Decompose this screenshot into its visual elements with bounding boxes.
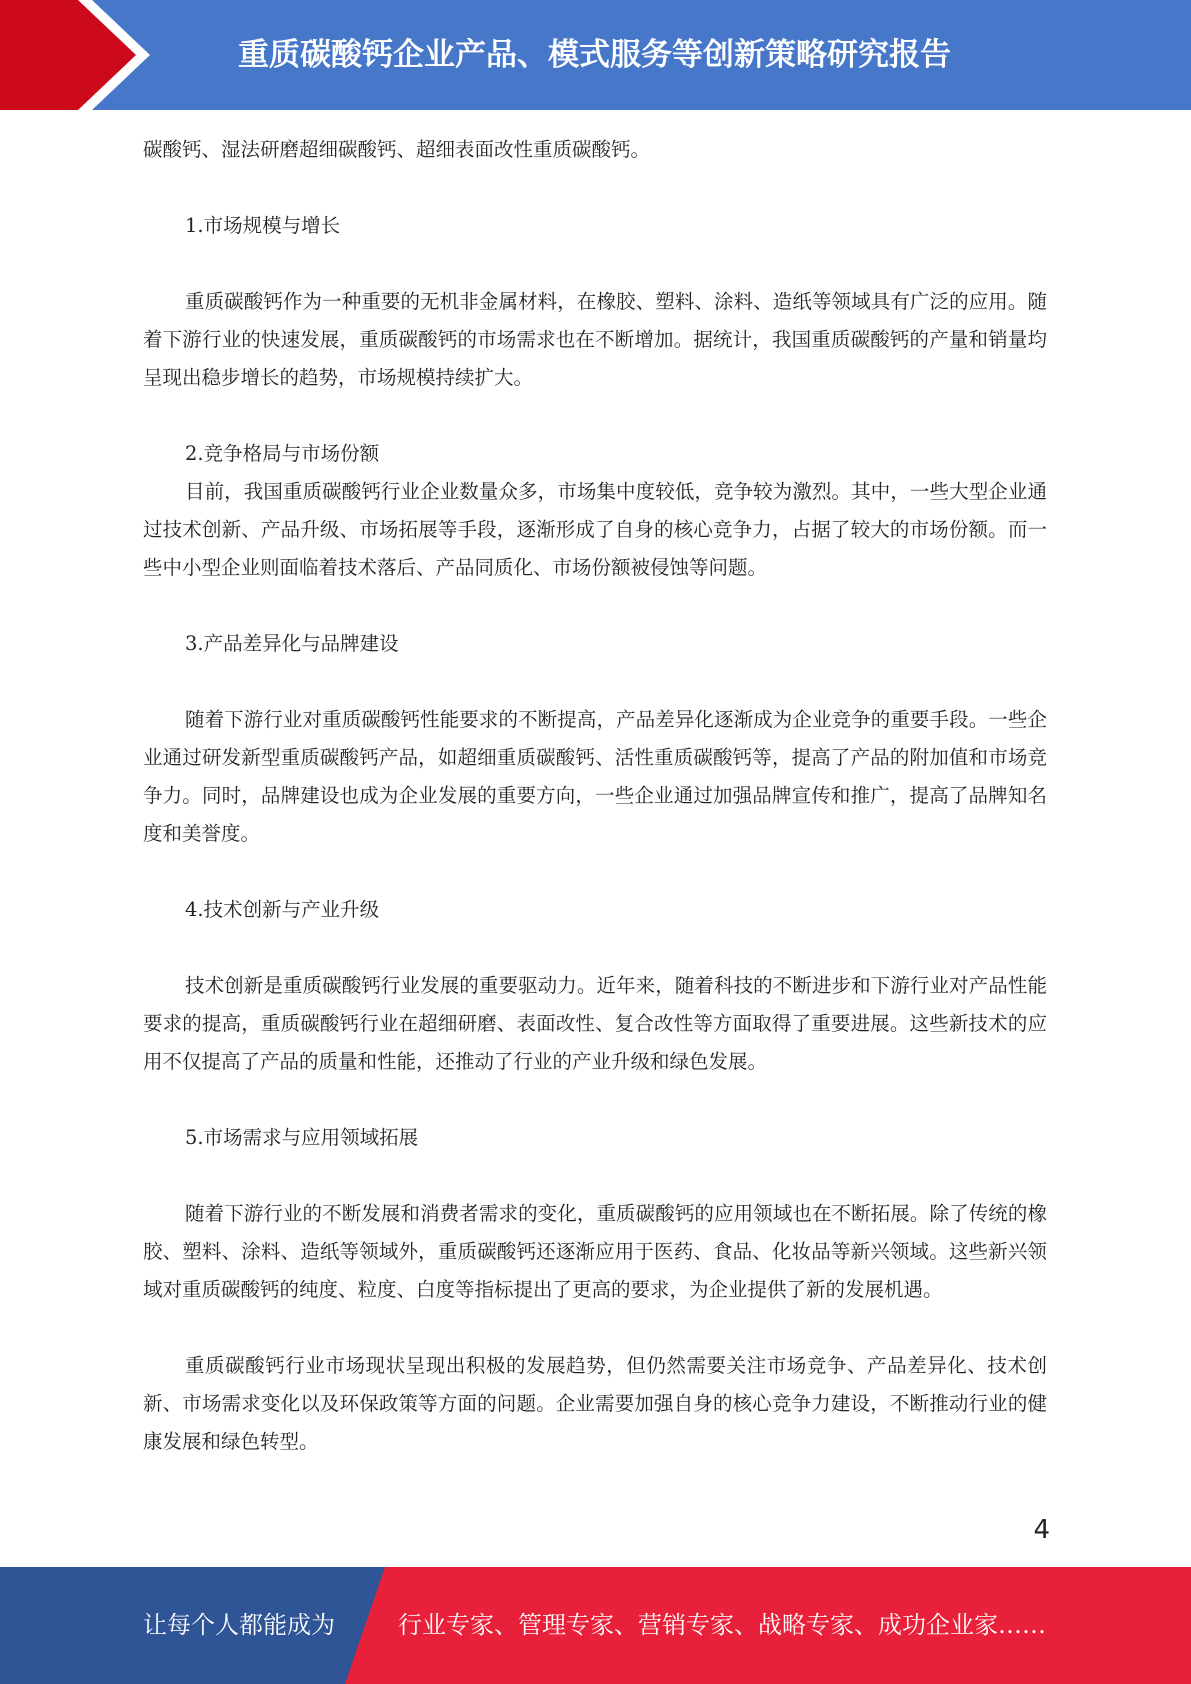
section-2-paragraph: 目前，我国重质碳酸钙行业企业数量众多，市场集中度较低，竞争较为激烈。其中，一些大型企业通过技术创新、产品升级、市场拓展等手段，逐渐形成了自身的核心竞争力，占据了较大的市场份额。而一些中小型企业则面临着技术落后、产品同质化、市场份额被侵蚀等问题。: [143, 480, 1047, 579]
section-5-paragraph: 随着下游行业的不断发展和消费者需求的变化，重质碳酸钙的应用领域也在不断拓展。除了传统的橡胶、塑料、涂料、造纸等领域外，重质碳酸钙还逐渐应用于医药、食品、化妆品等新兴领域。这些新兴领域对重质碳酸钙的纯度、粒度、白度等指标提出了更高的要求，为企业提供了新的发展机遇。: [143, 1202, 1047, 1301]
section-heading-4: 4.技术创新与产业升级: [185, 898, 380, 921]
section-3-paragraph: 随着下游行业对重质碳酸钙性能要求的不断提高，产品差异化逐渐成为企业竞争的重要手段。一些企业通过研发新型重质碳酸钙产品，如超细重质碳酸钙、活性重质碳酸钙等，提高了产品的附加值和市场竞争力。同时，品牌建设也成为企业发展的重要方向，一些企业通过加强品牌宣传和推广，提高了品牌知名度和美誉度。: [143, 708, 1047, 845]
section-4-paragraph: 技术创新是重质碳酸钙行业发展的重要驱动力。近年来，随着科技的不断进步和下游行业对产品性能要求的提高，重质碳酸钙行业在超细研磨、表面改性、复合改性等方面取得了重要进展。这些新技术的应用不仅提高了产品的质量和性能，还推动了行业的产业升级和绿色发展。: [143, 974, 1047, 1073]
section-1-paragraph: 重质碳酸钙作为一种重要的无机非金属材料，在橡胶、塑料、涂料、造纸等领域具有广泛的应用。随着下游行业的快速发展，重质碳酸钙的市场需求也在不断增加。据统计，我国重质碳酸钙的产量和销量均呈现出稳步增长的趋势，市场规模持续扩大。: [143, 290, 1047, 389]
footer-slogan-right: 行业专家、管理专家、营销专家、战略专家、成功企业家……: [398, 1611, 1046, 1639]
red-arrow-decoration: [0, 0, 160, 110]
lead-paragraph: 碳酸钙、湿法研磨超细碳酸钙、超细表面改性重质碳酸钙。: [143, 138, 651, 161]
footer-slogan-left: 让每个人都能成为: [143, 1611, 335, 1639]
section-heading-1: 1.市场规模与增长: [185, 214, 341, 237]
page-footer: [0, 1567, 1191, 1684]
report-title: 重质碳酸钙企业产品、模式服务等创新策略研究报告: [238, 37, 951, 73]
conclusion-paragraph: 重质碳酸钙行业市场现状呈现出积极的发展趋势，但仍然需要关注市场竞争、产品差异化、技术创新、市场需求变化以及环保政策等方面的问题。企业需要加强自身的核心竞争力建设，不断推动行业的健康发展和绿色转型。: [143, 1354, 1047, 1453]
section-heading-3: 3.产品差异化与品牌建设: [185, 632, 399, 655]
page-number: 4: [1033, 1515, 1050, 1545]
main-content: [143, 131, 1047, 1461]
section-heading-2: 2.竞争格局与市场份额: [185, 442, 380, 465]
page-header: [0, 0, 1191, 110]
section-heading-5: 5.市场需求与应用领域拓展: [185, 1126, 419, 1149]
